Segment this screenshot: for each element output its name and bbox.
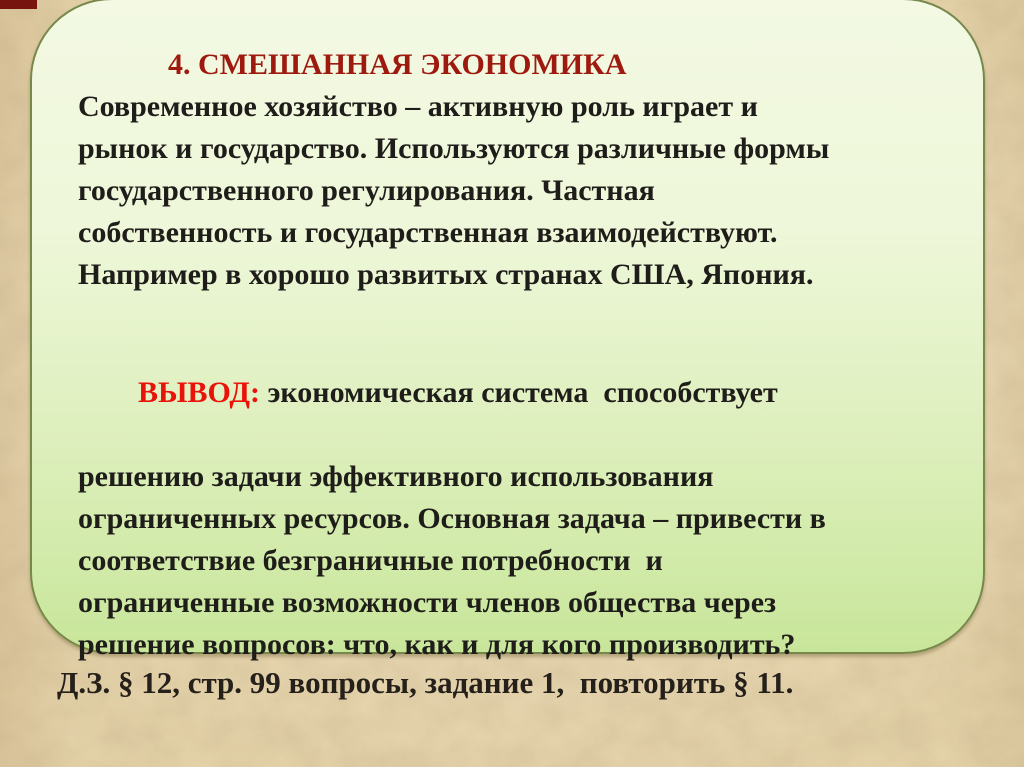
slide-title: 4. СМЕШАННАЯ ЭКОНОМИКА	[168, 48, 627, 81]
conclusion-line	[78, 330, 955, 456]
homework-note: Д.З. § 12, стр. 99 вопросы, задание 1, повторить § 11.	[57, 665, 794, 700]
body-line: Современное хозяйство – активную роль играет и	[78, 90, 758, 123]
paragraph-spacer	[78, 296, 955, 330]
body-line: собственность и государственная взаимодействуют.	[78, 216, 778, 249]
body-line: решение вопросов: что, как и для кого производить?	[78, 628, 796, 661]
body-line: Например в хорошо развитых странах США, Япония.	[78, 258, 814, 291]
panel-text	[32, 0, 983, 666]
conclusion-text: экономическая система способствует	[259, 376, 778, 409]
body-line: рынок и государство. Используются различные формы	[78, 132, 830, 165]
body-line: соответствие безграничные потребности и	[78, 544, 663, 577]
body-line: ограниченных ресурсов. Основная задача – привести в	[78, 502, 826, 535]
body-line: решению задачи эффективного использования	[78, 460, 714, 493]
body-line: государственного регулирования. Частная	[78, 174, 655, 207]
content-panel	[30, 0, 985, 661]
body-line: ограниченные возможности членов общества через	[78, 586, 777, 619]
conclusion-label: ВЫВОД:	[138, 376, 260, 409]
